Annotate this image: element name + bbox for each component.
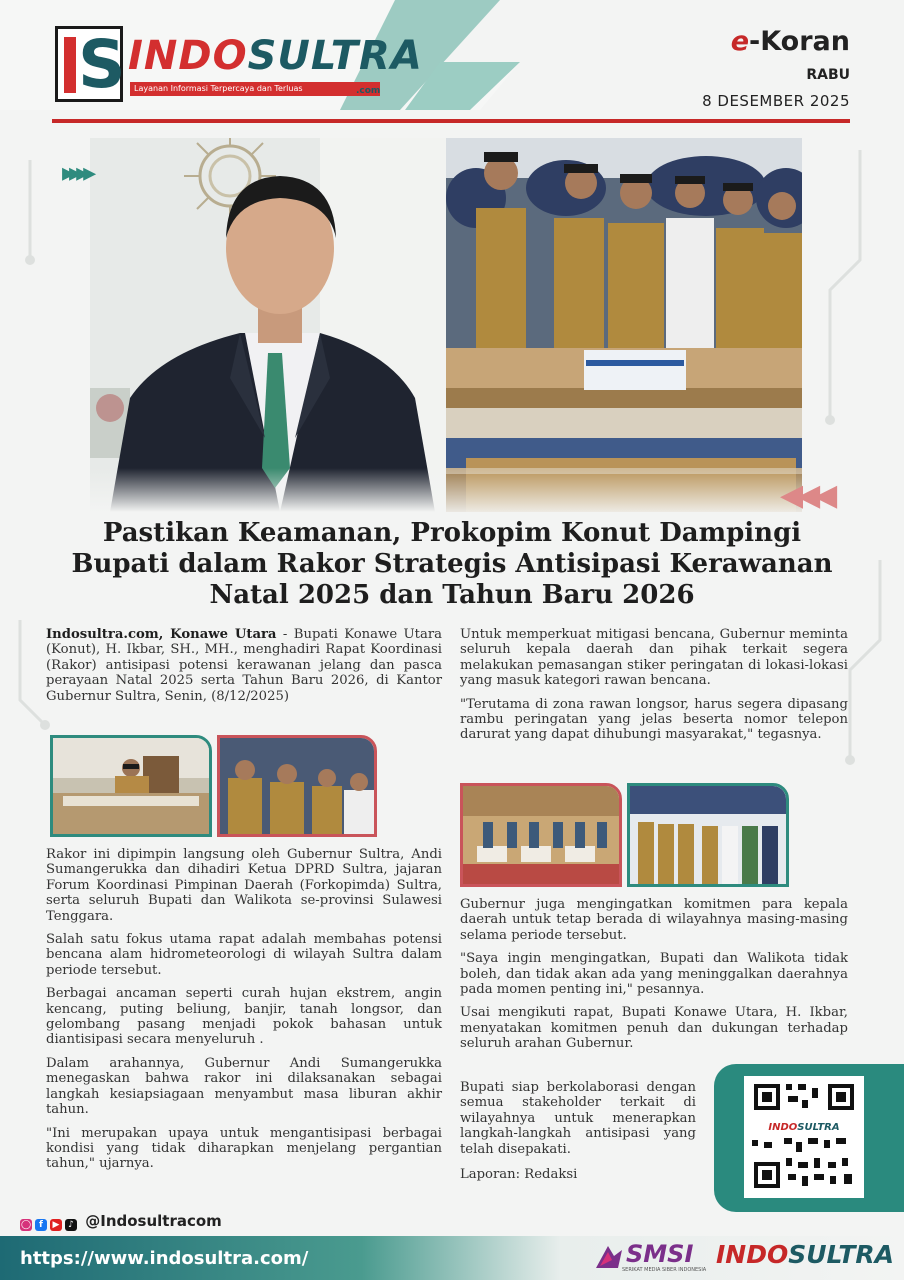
- article-right-column-bottom: [460, 1080, 696, 1190]
- paragraph: Usai mengikuti rapat, Bupati Konawe Utara, H. Ikbar, menyatakan komitmen penuh dan dukungan terhadap seluruh arahan Gubernur.: [460, 1005, 848, 1052]
- report-credit: Laporan: Redaksi: [460, 1167, 578, 1183]
- article-photo-1: [50, 735, 212, 837]
- article-right-column-mid: [460, 897, 848, 1060]
- paragraph: Dalam arahannya, Gubernur Andi Sumangerukka menegaskan bahwa rakor ini dilaksanakan sebagai langkah kesiapsiagaan menyambut masa liburan akhir tahun.: [46, 1055, 442, 1118]
- lead-dateline: Indosultra.com, Konawe Utara: [46, 627, 277, 642]
- issue-date: 8 DESEMBER 2025: [702, 92, 850, 110]
- paragraph: Untuk memperkuat mitigasi bencana, Gubernur meminta seluruh kepala daerah dan pihak terkait segera melakukan pemasangan stiker peringatan di lokasi-lokasi yang masuk kategori rawan bencana.: [460, 627, 848, 689]
- chevron-left-icon: ◀◀◀: [780, 478, 832, 513]
- paragraph: Bupati siap berkolaborasi dengan semua stakeholder terkait di wilayahnya untuk menerapkan langkah-langkah antisipasi yang telah disepakati.: [460, 1080, 696, 1157]
- social-links: [20, 1212, 222, 1231]
- article-headline: Pastikan Keamanan, Prokopim Konut Dampingi Bupati dalam Rakor Strategis Antisipasi Kerawanan Natal 2025 dan Tahun Baru 2026: [71, 518, 833, 610]
- instagram-icon[interactable]: ◯: [20, 1220, 32, 1230]
- paragraph: "Saya ingin mengingatkan, Bupati dan Walikota tidak boleh, dan tidak akan ada yang meninggalkan daerahnya pada momen penting ini," pesannya.: [460, 951, 848, 998]
- article-lead: [46, 627, 442, 712]
- chevron-right-icon: ▸▸▸▸: [62, 158, 91, 188]
- website-link[interactable]: https://www.indosultra.com/: [20, 1248, 309, 1269]
- smsi-logo: SMSI SERIKAT MEDIA SIBER INDONESIA: [592, 1238, 708, 1278]
- youtube-icon[interactable]: ▶: [50, 1219, 62, 1231]
- article-left-column: [46, 847, 442, 1180]
- footer-brand-logo: INDOSULTRA: [716, 1240, 894, 1269]
- paragraph: "Terutama di zona rawan longsor, harus segera dipasang rambu peringatan yang jelas beserta nomor telepon darurat yang dapat dihubungi masyarakat," tegasnya.: [460, 696, 848, 743]
- paragraph: "Ini merupakan upaya untuk mengantisipasi berbagai kondisi yang tidak diharapkan menjelang pergantian tahun," ujarnya.: [46, 1125, 442, 1172]
- lead-text: - Bupati Konawe Utara (Konut), H. Ikbar, SH., MH., menghadiri Rapat Koordinasi (Rakor) antisipasi potensi kerawanan jelang dan pasca perayaan Natal 2025 serta Tahun Baru 2026, di Kantor Gubernur Sultra, Senin, (8/12/2025): [46, 627, 442, 704]
- domain-suffix: .com: [356, 86, 381, 96]
- qr-code[interactable]: [744, 1076, 864, 1198]
- social-handle[interactable]: @Indosultracom: [85, 1212, 222, 1230]
- article-photo-2: [217, 735, 377, 837]
- issue-day: RABU: [806, 67, 850, 83]
- tagline: Layanan Informasi Terpercaya dan Terluas: [130, 82, 380, 96]
- article-photo-4: [627, 783, 789, 887]
- paragraph: Salah satu fokus utama rapat adalah membahas potensi bencana alam hidrometeorologi di wilayah Sultra dalam periode tersebut.: [46, 932, 442, 978]
- paragraph: Rakor ini dipimpin langsung oleh Gubernur Sultra, Andi Sumangerukka dan dihadiri Ketua DPRD Sultra, jajaran Forum Koordinasi Pimpinan Daerah (Forkopimda) Sultra, serta seluruh Bupati dan Walikota se-provinsi Sulawesi Tenggara.: [46, 847, 442, 924]
- hero-portrait-photo: [90, 138, 446, 512]
- article-right-column-top: [460, 627, 848, 751]
- hero-meeting-photos: [446, 138, 802, 512]
- edition-title: e-Koran: [730, 26, 850, 57]
- article-photo-3: [460, 783, 622, 887]
- paragraph: Berbagai ancaman seperti curah hujan ekstrem, angin kencang, puting beliung, banjir, tanah longsor, dan gelombang pasang menjadi pokok bahasan untuk diantisipasi secara menyeluruh .: [46, 986, 442, 1048]
- qr-label: INDOSULTRA: [766, 1120, 842, 1136]
- paragraph: Gubernur juga mengingatkan komitmen para kepala daerah untuk tetap berada di wilayahnya masing-masing selama periode tersebut.: [460, 897, 848, 943]
- facebook-icon[interactable]: f: [35, 1219, 47, 1231]
- logo-mark: S: [55, 26, 123, 102]
- header-divider: [52, 119, 850, 123]
- brand-logo: INDOSULTRA: [128, 33, 423, 79]
- tiktok-icon[interactable]: ♪: [65, 1219, 77, 1231]
